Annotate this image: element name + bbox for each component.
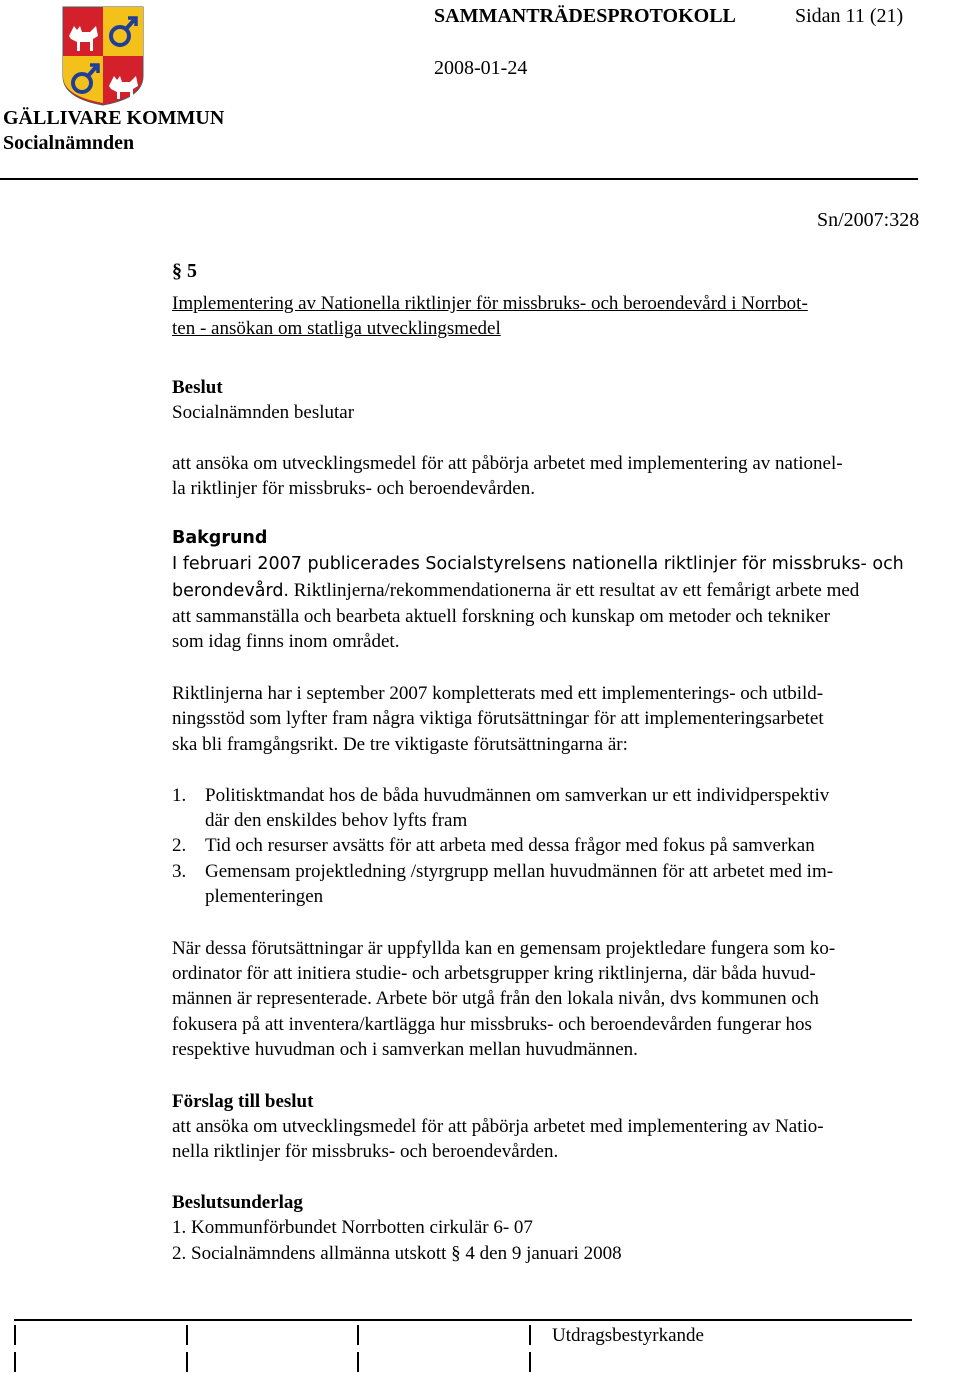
signature-box-divider <box>14 1325 16 1345</box>
list-item: Politisktmandat hos de båda huvudmännen om samverkan ur ett individperspektiv <box>205 785 830 806</box>
subject-line: ten - ansökan om statliga utvecklingsmedel <box>172 318 501 339</box>
bakgrund-text <box>172 578 859 605</box>
list-number: 2. <box>172 835 187 856</box>
list-number: 3. <box>172 861 187 882</box>
signature-box-divider <box>186 1325 188 1345</box>
committee-name: Socialnämnden <box>3 132 135 154</box>
footer-divider <box>14 1319 912 1321</box>
footer-label: Utdragsbestyrkande <box>552 1325 704 1346</box>
paragraph-text: ordinator för att initiera studie- och arbetsgrupper kring riktlinjerna, där båda huvud- <box>172 963 816 984</box>
bakgrund-text: att sammanställa och bearbeta aktuell forskning och kunskap om metoder och tekniker <box>172 606 830 627</box>
coat-of-arms-icon <box>62 6 144 106</box>
bakgrund-heading: Bakgrund <box>172 528 268 548</box>
list-item: Gemensam projektledning /styrgrupp mellan huvudmännen för att arbetet med im- <box>205 861 834 882</box>
signature-box-divider <box>529 1352 531 1372</box>
beslut-text: att ansöka om utvecklingsmedel för att påbörja arbetet med implementering av nationel- <box>172 453 843 474</box>
municipality-name: GÄLLIVARE KOMMUN <box>3 107 225 129</box>
paragraph-text: fokusera på att inventera/kartlägga hur missbruks- och beroendevården fungerar hos <box>172 1014 812 1035</box>
paragraph-text: När dessa förutsättningar är uppfyllda kan en gemensam projektledare fungera som ko- <box>172 938 836 959</box>
paragraph-text: Riktlinjerna har i september 2007 kompletterats med ett implementerings- och utbild- <box>172 683 824 704</box>
signature-box-divider <box>357 1352 359 1372</box>
list-item: plementeringen <box>205 886 324 907</box>
bakgrund-text-rest: Riktlinjerna/rekommendationerna är ett resultat av ett femårigt arbete med <box>289 580 860 601</box>
bakgrund-text: som idag finns inom området. <box>172 631 400 652</box>
signature-box-divider <box>529 1325 531 1345</box>
paragraph-text: respektive huvudman och i samverkan mellan huvudmännen. <box>172 1039 638 1060</box>
signature-box-divider <box>186 1352 188 1372</box>
paragraph-text: männen är representerade. Arbete bör utgå från den lokala nivån, dvs kommunen och <box>172 988 819 1009</box>
forslag-heading: Förslag till beslut <box>172 1091 314 1112</box>
document-title: SAMMANTRÄDESPROTOKOLL <box>434 5 736 27</box>
beslut-text: la riktlinjer för missbruks- och beroendevården. <box>172 478 535 499</box>
section-number: § 5 <box>172 260 197 282</box>
beslut-intro: Socialnämnden beslutar <box>172 402 355 423</box>
list-item: Tid och resurser avsätts för att arbeta med dessa frågor med fokus på samverkan <box>205 835 815 856</box>
meeting-date: 2008-01-24 <box>434 57 528 79</box>
list-number: 1. <box>172 785 187 806</box>
paragraph-text: ningsstöd som lyfter fram några viktiga förutsättningar för att implementeringsarbetet <box>172 708 824 729</box>
bakgrund-text: I februari 2007 publicerades Socialstyrelsens nationella riktlinjer för missbruks- och <box>172 554 904 574</box>
underlag-item: 1. Kommunförbundet Norrbotten cirkulär 6- 07 <box>172 1217 533 1238</box>
forslag-text: att ansöka om utvecklingsmedel för att påbörja arbetet med implementering av Natio- <box>172 1116 824 1137</box>
header-divider <box>0 178 918 180</box>
forslag-text: nella riktlinjer för missbruks- och beroendevården. <box>172 1141 559 1162</box>
signature-box-divider <box>14 1352 16 1372</box>
subject-line: Implementering av Nationella riktlinjer för missbruks- och beroendevård i Norrbot- <box>172 293 808 314</box>
beslut-heading: Beslut <box>172 377 223 398</box>
signature-box-divider <box>357 1325 359 1345</box>
underlag-item: 2. Socialnämndens allmänna utskott § 4 den 9 januari 2008 <box>172 1243 622 1264</box>
case-number: Sn/2007:328 <box>817 209 920 231</box>
bakgrund-text-start: berondevård. <box>172 581 289 601</box>
list-item: där den enskildes behov lyfts fram <box>205 810 468 831</box>
paragraph-text: ska bli framgångsrikt. De tre viktigaste förutsättningarna är: <box>172 734 628 755</box>
page-number: Sidan 11 (21) <box>795 5 904 27</box>
underlag-heading: Beslutsunderlag <box>172 1192 303 1213</box>
